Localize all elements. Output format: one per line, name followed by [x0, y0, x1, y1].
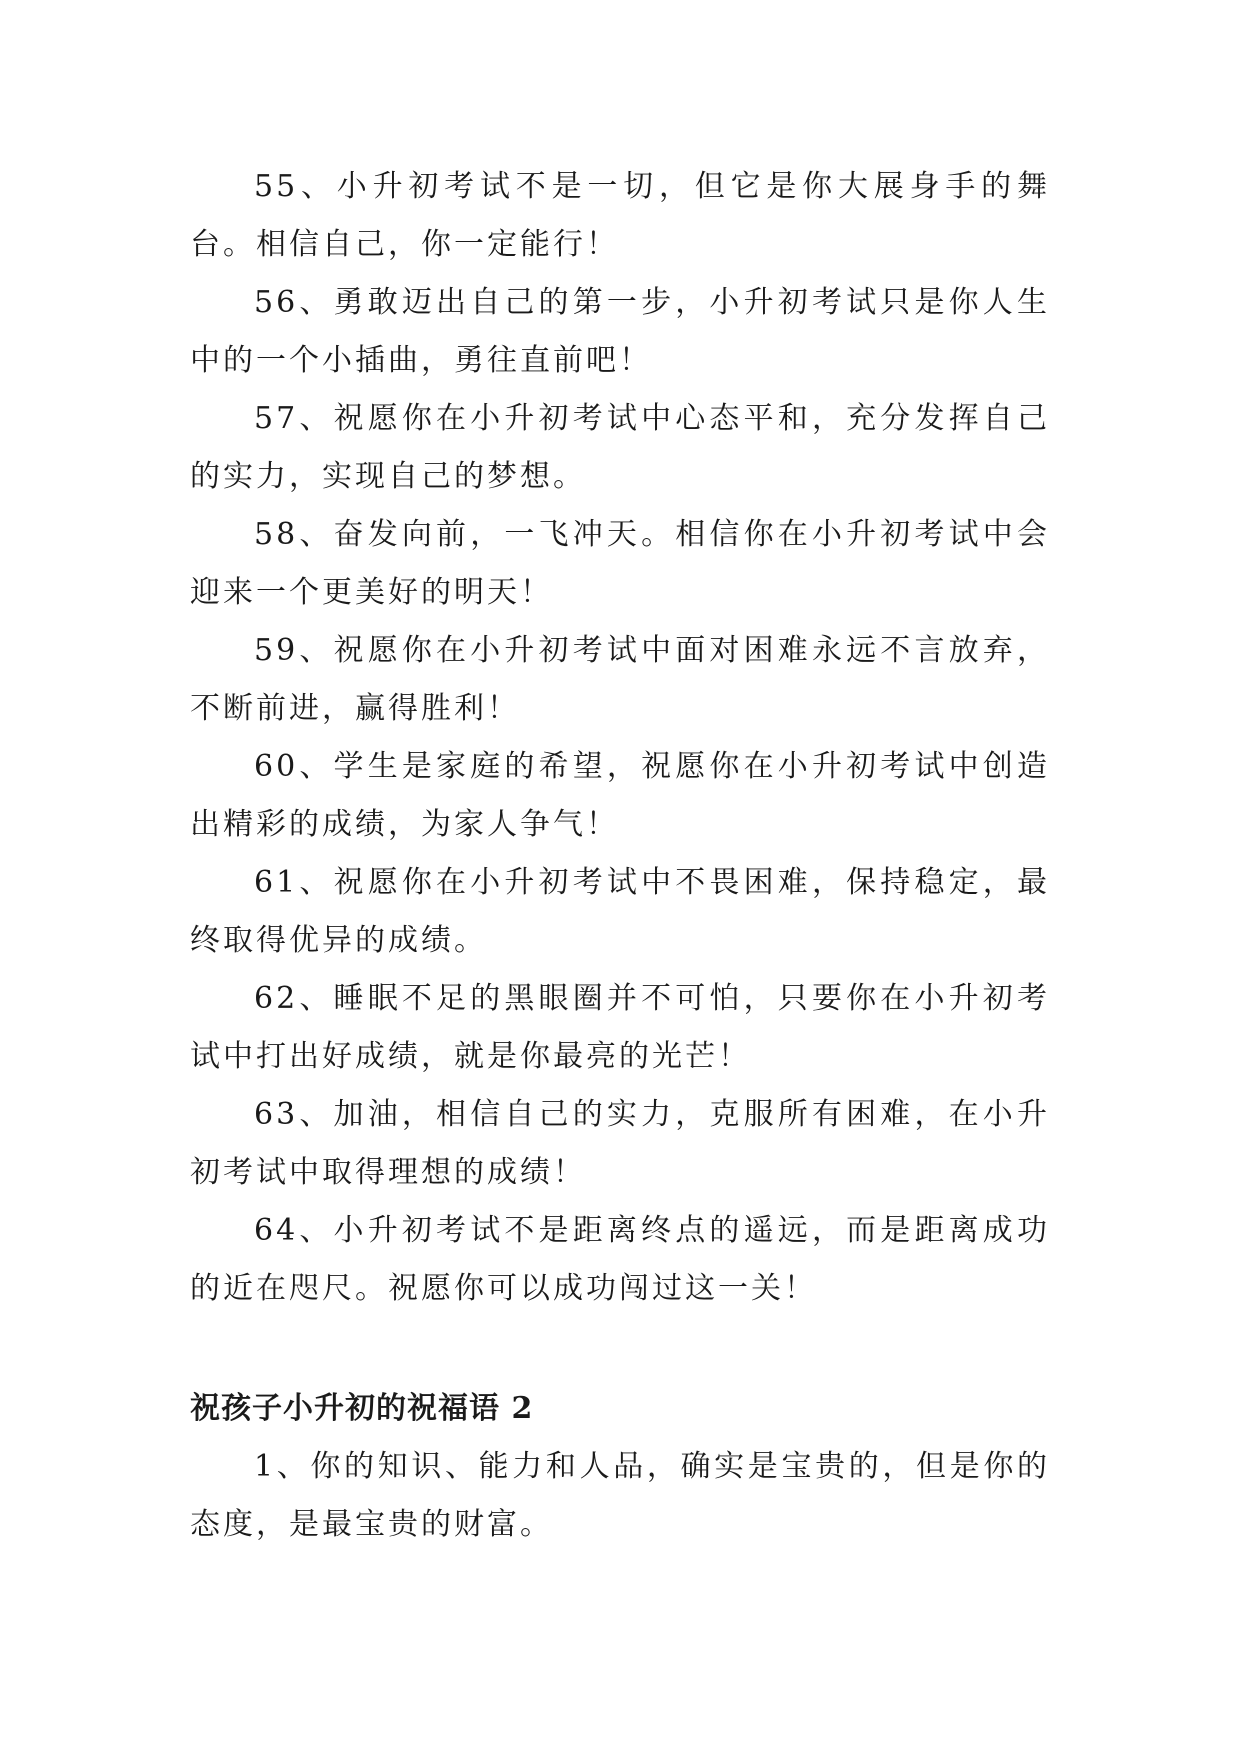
blessing-paragraph-57: 57、祝愿你在小升初考试中心态平和，充分发挥自己的实力，实现自己的梦想。	[190, 401, 1050, 494]
blessing-paragraph-63: 63、加油，相信自己的实力，克服所有困难，在小升初考试中取得理想的成绩！	[190, 1097, 1050, 1190]
blessing-paragraph-55: 55、小升初考试不是一切，但它是你大展身手的舞台。相信自己，你一定能行！	[190, 169, 1050, 262]
section-paragraph-1: 1、你的知识、能力和人品，确实是宝贵的，但是你的态度，是最宝贵的财富。	[190, 1449, 1050, 1542]
blessing-paragraph-59: 59、祝愿你在小升初考试中面对困难永远不言放弃，不断前进，赢得胜利！	[190, 633, 1050, 726]
document-body	[190, 158, 1050, 1554]
blessing-paragraph-58: 58、奋发向前，一飞冲天。相信你在小升初考试中会迎来一个更美好的明天！	[190, 517, 1050, 610]
blessing-paragraph-60: 60、学生是家庭的希望，祝愿你在小升初考试中创造出精彩的成绩，为家人争气！	[190, 749, 1050, 842]
blessing-paragraph-56: 56、勇敢迈出自己的第一步，小升初考试只是你人生中的一个小插曲，勇往直前吧！	[190, 285, 1050, 378]
blessing-paragraph-62: 62、睡眠不足的黑眼圈并不可怕，只要你在小升初考试中打出好成绩，就是你最亮的光芒！	[190, 981, 1050, 1074]
section-heading: 祝孩子小升初的祝福语 2	[190, 1391, 534, 1426]
blessing-paragraph-64: 64、小升初考试不是距离终点的遥远，而是距离成功的近在咫尺。祝愿你可以成功闯过这一关！	[190, 1213, 1050, 1306]
blessing-paragraph-61: 61、祝愿你在小升初考试中不畏困难，保持稳定，最终取得优异的成绩。	[190, 865, 1050, 958]
